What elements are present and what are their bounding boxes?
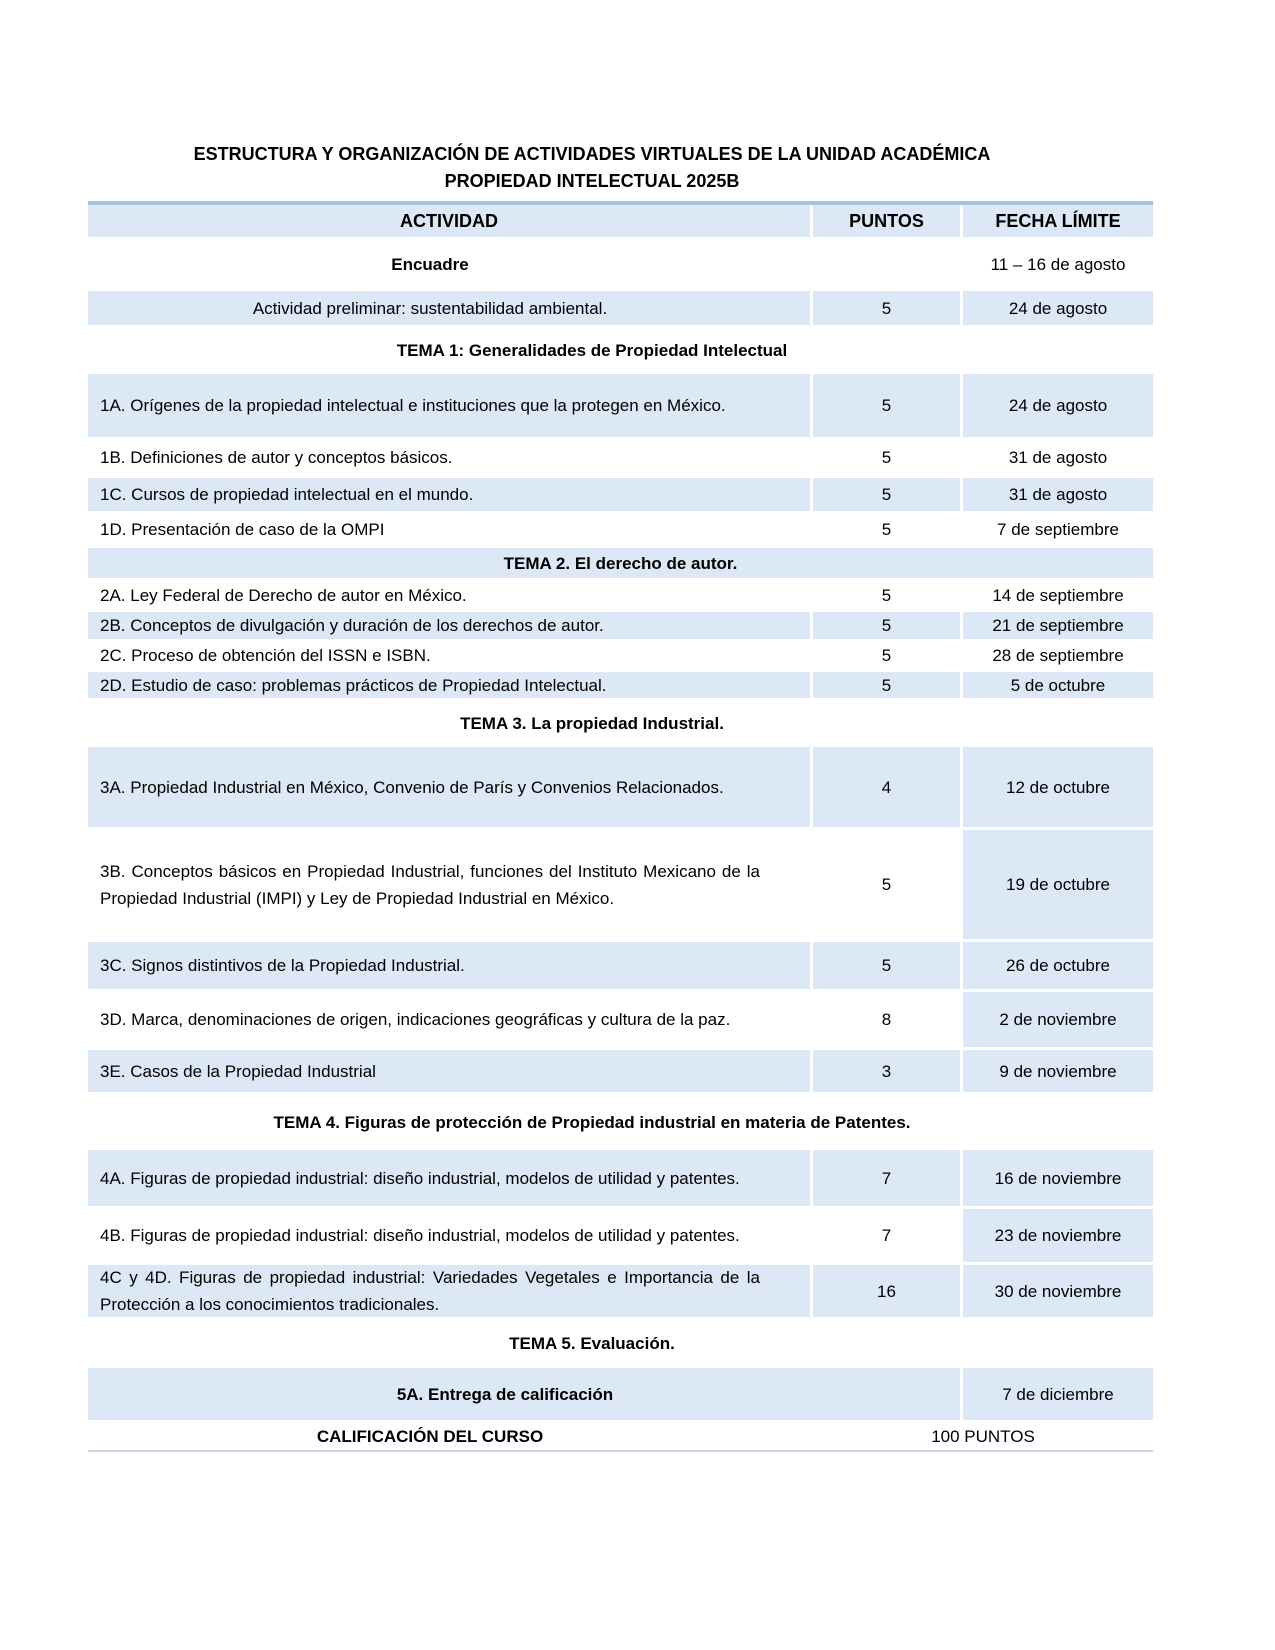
- due-date-cell: 7 de diciembre: [963, 1368, 1153, 1420]
- row-4b: [88, 1209, 1153, 1262]
- row-2a: [88, 581, 1153, 609]
- points-cell: 5: [813, 581, 960, 609]
- activity-cell: 1C. Cursos de propiedad intelectual en el mundo.: [88, 478, 810, 511]
- due-date-cell: 30 de noviembre: [963, 1265, 1153, 1317]
- row-1c: [88, 478, 1153, 511]
- due-date-cell: 7 de septiembre: [963, 514, 1153, 545]
- due-date-cell: 12 de octubre: [963, 747, 1153, 827]
- activity-cell: 2B. Conceptos de divulgación y duración de los derechos de autor.: [88, 612, 810, 639]
- row-3b: [88, 830, 1153, 939]
- activity-cell: 3C. Signos distintivos de la Propiedad Industrial.: [88, 942, 810, 989]
- due-date-cell: 5 de octubre: [963, 672, 1153, 698]
- section-row-tema2: [88, 548, 1153, 578]
- activity-cell: 4A. Figuras de propiedad industrial: diseño industrial, modelos de utilidad y patentes.: [88, 1150, 810, 1206]
- row-4c-4d: [88, 1265, 1153, 1317]
- activity-cell: 3B. Conceptos básicos en Propiedad Industrial, funciones del Instituto Mexicano de la Propiedad Industrial (IMPI) y Ley de Propiedad Industrial en México.: [88, 830, 810, 939]
- section-heading-tema5: TEMA 5. Evaluación.: [509, 1334, 675, 1353]
- header-puntos: PUNTOS: [813, 205, 960, 237]
- due-date-cell: 23 de noviembre: [963, 1209, 1153, 1262]
- points-cell: 5: [813, 291, 960, 325]
- section-heading-tema4: TEMA 4. Figuras de protección de Propiedad industrial en materia de Patentes.: [273, 1112, 911, 1132]
- row-5a: [88, 1368, 1153, 1420]
- due-date-cell: 19 de octubre: [963, 830, 1153, 939]
- row-calificacion-total: [88, 1423, 1153, 1452]
- points-cell: 5: [813, 374, 960, 437]
- activity-cell: 3E. Casos de la Propiedad Industrial: [88, 1050, 810, 1092]
- activity-cell: 1A. Orígenes de la propiedad intelectual e instituciones que la protegen en México.: [88, 374, 810, 437]
- row-3c: [88, 942, 1153, 989]
- points-cell: 4: [813, 747, 960, 827]
- activity-cell: 5A. Entrega de calificación: [88, 1368, 960, 1420]
- due-date-cell: 14 de septiembre: [963, 581, 1153, 609]
- due-date-cell: 21 de septiembre: [963, 612, 1153, 639]
- row-1d: [88, 514, 1153, 545]
- row-3a: [88, 747, 1153, 827]
- row-1b: [88, 440, 1153, 475]
- points-cell: 16: [813, 1265, 960, 1317]
- points-cell: 8: [813, 992, 960, 1047]
- due-date-cell: 31 de agosto: [963, 440, 1153, 475]
- due-date-cell: 2 de noviembre: [963, 992, 1153, 1047]
- row-2b: [88, 612, 1153, 639]
- document-content: [88, 141, 1153, 1452]
- activity-cell: 4B. Figuras de propiedad industrial: diseño industrial, modelos de utilidad y patentes.: [88, 1209, 810, 1262]
- row-2c: [88, 642, 1153, 669]
- activity-cell: 1D. Presentación de caso de la OMPI: [88, 514, 810, 545]
- table-header-row: [88, 201, 1153, 237]
- header-fecha-limite: FECHA LÍMITE: [963, 205, 1153, 237]
- due-date-cell: 26 de octubre: [963, 942, 1153, 989]
- activity-cell: 3D. Marca, denominaciones de origen, indicaciones geográficas y cultura de la paz.: [88, 992, 810, 1047]
- activity-cell: Encuadre: [88, 240, 810, 288]
- course-grade-label: CALIFICACIÓN DEL CURSO: [88, 1423, 810, 1450]
- section-heading-tema3: TEMA 3. La propiedad Industrial.: [460, 714, 724, 733]
- row-encuadre: [88, 240, 1153, 288]
- activity-cell: 4C y 4D. Figuras de propiedad industrial: Variedades Vegetales e Importancia de la Protección a los conocimientos tradicionales.: [88, 1265, 810, 1317]
- activity-cell: 2A. Ley Federal de Derecho de autor en México.: [88, 581, 810, 609]
- section-heading-tema1: TEMA 1: Generalidades de Propiedad Intelectual: [396, 341, 788, 360]
- due-date-cell: 11 – 16 de agosto: [963, 240, 1153, 288]
- row-actividad-preliminar: [88, 291, 1153, 325]
- document-title: [88, 141, 1096, 195]
- points-cell: 7: [813, 1209, 960, 1262]
- due-date-cell: 16 de noviembre: [963, 1150, 1153, 1206]
- points-cell: 5: [813, 830, 960, 939]
- row-3e: [88, 1050, 1153, 1092]
- points-cell: 5: [813, 612, 960, 639]
- document-title-line1: ESTRUCTURA Y ORGANIZACIÓN DE ACTIVIDADES VIRTUALES DE LA UNIDAD ACADÉMICA: [193, 144, 991, 164]
- points-cell: 3: [813, 1050, 960, 1092]
- document-title-line2: PROPIEDAD INTELECTUAL 2025B: [444, 171, 740, 191]
- points-cell: 5: [813, 942, 960, 989]
- activity-cell: 2C. Proceso de obtención del ISSN e ISBN.: [88, 642, 810, 669]
- points-cell: 5: [813, 514, 960, 545]
- points-cell: 5: [813, 440, 960, 475]
- activity-cell: 2D. Estudio de caso: problemas prácticos de Propiedad Intelectual.: [88, 672, 810, 698]
- points-cell: 5: [813, 478, 960, 511]
- row-3d: [88, 992, 1153, 1047]
- activity-cell: Actividad preliminar: sustentabilidad ambiental.: [88, 291, 810, 325]
- points-cell: 5: [813, 672, 960, 698]
- due-date-cell: 31 de agosto: [963, 478, 1153, 511]
- due-date-cell: 9 de noviembre: [963, 1050, 1153, 1092]
- activity-cell: 1B. Definiciones de autor y conceptos básicos.: [88, 440, 810, 475]
- due-date-cell: 28 de septiembre: [963, 642, 1153, 669]
- points-cell: 7: [813, 1150, 960, 1206]
- row-1a: [88, 374, 1153, 437]
- course-total-points: 100 PUNTOS: [813, 1423, 1153, 1450]
- section-heading-tema2: TEMA 2. El derecho de autor.: [88, 548, 1153, 578]
- row-2d: [88, 672, 1153, 698]
- points-cell: 5: [813, 642, 960, 669]
- row-4a: [88, 1150, 1153, 1206]
- activity-cell: 3A. Propiedad Industrial en México, Convenio de París y Convenios Relacionados.: [88, 747, 810, 827]
- header-actividad: ACTIVIDAD: [88, 205, 810, 237]
- points-cell: [813, 240, 960, 288]
- due-date-cell: 24 de agosto: [963, 291, 1153, 325]
- due-date-cell: 24 de agosto: [963, 374, 1153, 437]
